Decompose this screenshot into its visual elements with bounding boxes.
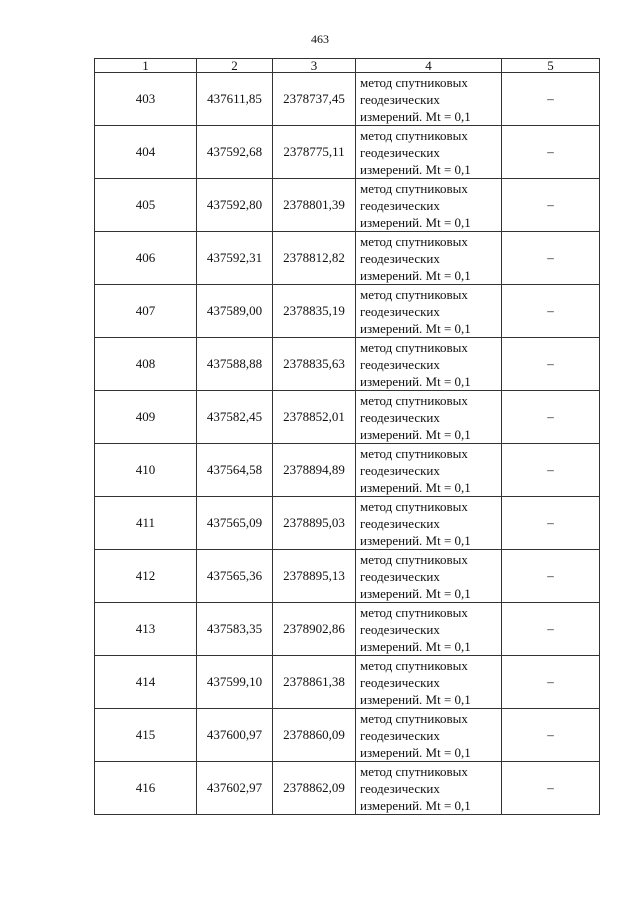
table-body xyxy=(95,73,600,815)
point-number-cell: 414 xyxy=(95,656,197,709)
method-text-line: измерений. Mt = 0,1 xyxy=(360,161,471,177)
method-text-line: измерений. Mt = 0,1 xyxy=(360,585,471,601)
method-text-line: метод спутниковых xyxy=(360,551,468,567)
table-row xyxy=(95,285,600,338)
column-5-cell: – xyxy=(502,550,600,603)
point-number-cell: 405 xyxy=(95,179,197,232)
column-5-cell: – xyxy=(502,603,600,656)
method-cell xyxy=(356,73,502,126)
x-coordinate-cell: 437592,80 xyxy=(197,179,273,232)
table-row xyxy=(95,497,600,550)
column-5-cell: – xyxy=(502,232,600,285)
column-header: 1 xyxy=(95,59,197,73)
y-coordinate-cell: 2378895,03 xyxy=(273,497,356,550)
x-coordinate-cell: 437588,88 xyxy=(197,338,273,391)
method-text-line: геодезических xyxy=(360,674,440,690)
method-text-line: измерений. Mt = 0,1 xyxy=(360,638,471,654)
point-number-cell: 412 xyxy=(95,550,197,603)
method-text-line: метод спутниковых xyxy=(360,657,468,673)
point-number-cell: 408 xyxy=(95,338,197,391)
method-text-line: геодезических xyxy=(360,409,440,425)
y-coordinate-cell: 2378894,89 xyxy=(273,444,356,497)
x-coordinate-cell: 437600,97 xyxy=(197,709,273,762)
column-header: 3 xyxy=(273,59,356,73)
y-coordinate-cell: 2378775,11 xyxy=(273,126,356,179)
x-coordinate-cell: 437565,09 xyxy=(197,497,273,550)
y-coordinate-cell: 2378737,45 xyxy=(273,73,356,126)
x-coordinate-cell: 437564,58 xyxy=(197,444,273,497)
column-5-cell: – xyxy=(502,73,600,126)
point-number-cell: 411 xyxy=(95,497,197,550)
column-5-cell: – xyxy=(502,285,600,338)
method-cell xyxy=(356,550,502,603)
method-text-line: измерений. Mt = 0,1 xyxy=(360,691,471,707)
table-row xyxy=(95,603,600,656)
method-text-line: геодезических xyxy=(360,568,440,584)
method-text-line: метод спутниковых xyxy=(360,339,468,355)
method-text-line: метод спутниковых xyxy=(360,392,468,408)
y-coordinate-cell: 2378860,09 xyxy=(273,709,356,762)
table-row xyxy=(95,179,600,232)
method-text-line: геодезических xyxy=(360,462,440,478)
y-coordinate-cell: 2378861,38 xyxy=(273,656,356,709)
page-number: 463 xyxy=(311,32,329,46)
method-text-line: измерений. Mt = 0,1 xyxy=(360,214,471,230)
method-cell xyxy=(356,126,502,179)
method-cell xyxy=(356,179,502,232)
table-header-row xyxy=(95,59,600,73)
point-number-cell: 406 xyxy=(95,232,197,285)
method-cell xyxy=(356,391,502,444)
method-text-line: геодезических xyxy=(360,727,440,743)
method-cell xyxy=(356,232,502,285)
method-text-line: метод спутниковых xyxy=(360,763,468,779)
y-coordinate-cell: 2378895,13 xyxy=(273,550,356,603)
y-coordinate-cell: 2378852,01 xyxy=(273,391,356,444)
point-number-cell: 403 xyxy=(95,73,197,126)
method-text-line: геодезических xyxy=(360,303,440,319)
table-row xyxy=(95,73,600,126)
method-text-line: измерений. Mt = 0,1 xyxy=(360,797,471,813)
point-number-cell: 413 xyxy=(95,603,197,656)
point-number-cell: 409 xyxy=(95,391,197,444)
method-cell xyxy=(356,762,502,815)
table-row xyxy=(95,656,600,709)
column-5-cell: – xyxy=(502,338,600,391)
table-row xyxy=(95,550,600,603)
method-cell xyxy=(356,444,502,497)
column-5-cell: – xyxy=(502,179,600,232)
method-text-line: метод спутниковых xyxy=(360,233,468,249)
point-number-cell: 404 xyxy=(95,126,197,179)
method-text-line: измерений. Mt = 0,1 xyxy=(360,426,471,442)
column-header: 5 xyxy=(502,59,600,73)
table-row xyxy=(95,338,600,391)
method-text-line: геодезических xyxy=(360,356,440,372)
method-text-line: метод спутниковых xyxy=(360,286,468,302)
column-5-cell: – xyxy=(502,709,600,762)
column-5-cell: – xyxy=(502,444,600,497)
method-cell xyxy=(356,497,502,550)
y-coordinate-cell: 2378862,09 xyxy=(273,762,356,815)
x-coordinate-cell: 437611,85 xyxy=(197,73,273,126)
method-text-line: геодезических xyxy=(360,515,440,531)
column-5-cell: – xyxy=(502,656,600,709)
x-coordinate-cell: 437592,68 xyxy=(197,126,273,179)
method-cell xyxy=(356,656,502,709)
method-cell xyxy=(356,709,502,762)
x-coordinate-cell: 437599,10 xyxy=(197,656,273,709)
column-5-cell: – xyxy=(502,497,600,550)
method-text-line: измерений. Mt = 0,1 xyxy=(360,532,471,548)
method-text-line: метод спутниковых xyxy=(360,127,468,143)
table-row xyxy=(95,444,600,497)
method-cell xyxy=(356,338,502,391)
method-text-line: геодезических xyxy=(360,197,440,213)
method-text-line: измерений. Mt = 0,1 xyxy=(360,320,471,336)
method-text-line: геодезических xyxy=(360,780,440,796)
table-row xyxy=(95,391,600,444)
point-number-cell: 415 xyxy=(95,709,197,762)
method-text-line: измерений. Mt = 0,1 xyxy=(360,108,471,124)
y-coordinate-cell: 2378812,82 xyxy=(273,232,356,285)
method-cell xyxy=(356,603,502,656)
x-coordinate-cell: 437582,45 xyxy=(197,391,273,444)
x-coordinate-cell: 437583,35 xyxy=(197,603,273,656)
table-row xyxy=(95,762,600,815)
method-text-line: геодезических xyxy=(360,144,440,160)
table-row xyxy=(95,232,600,285)
method-cell xyxy=(356,285,502,338)
y-coordinate-cell: 2378835,63 xyxy=(273,338,356,391)
method-text-line: измерений. Mt = 0,1 xyxy=(360,267,471,283)
method-text-line: измерений. Mt = 0,1 xyxy=(360,479,471,495)
method-text-line: геодезических xyxy=(360,91,440,107)
table-row xyxy=(95,126,600,179)
method-text-line: измерений. Mt = 0,1 xyxy=(360,373,471,389)
x-coordinate-cell: 437589,00 xyxy=(197,285,273,338)
method-text-line: геодезических xyxy=(360,621,440,637)
point-number-cell: 407 xyxy=(95,285,197,338)
x-coordinate-cell: 437565,36 xyxy=(197,550,273,603)
column-5-cell: – xyxy=(502,126,600,179)
point-number-cell: 416 xyxy=(95,762,197,815)
method-text-line: метод спутниковых xyxy=(360,74,468,90)
method-text-line: геодезических xyxy=(360,250,440,266)
method-text-line: метод спутниковых xyxy=(360,445,468,461)
column-header: 2 xyxy=(197,59,273,73)
y-coordinate-cell: 2378902,86 xyxy=(273,603,356,656)
x-coordinate-cell: 437592,31 xyxy=(197,232,273,285)
column-5-cell: – xyxy=(502,391,600,444)
column-header: 4 xyxy=(356,59,502,73)
method-text-line: метод спутниковых xyxy=(360,498,468,514)
table-row xyxy=(95,709,600,762)
coordinates-table xyxy=(94,58,600,815)
y-coordinate-cell: 2378801,39 xyxy=(273,179,356,232)
method-text-line: метод спутниковых xyxy=(360,180,468,196)
method-text-line: измерений. Mt = 0,1 xyxy=(360,744,471,760)
y-coordinate-cell: 2378835,19 xyxy=(273,285,356,338)
x-coordinate-cell: 437602,97 xyxy=(197,762,273,815)
method-text-line: метод спутниковых xyxy=(360,604,468,620)
method-text-line: метод спутниковых xyxy=(360,710,468,726)
point-number-cell: 410 xyxy=(95,444,197,497)
column-5-cell: – xyxy=(502,762,600,815)
